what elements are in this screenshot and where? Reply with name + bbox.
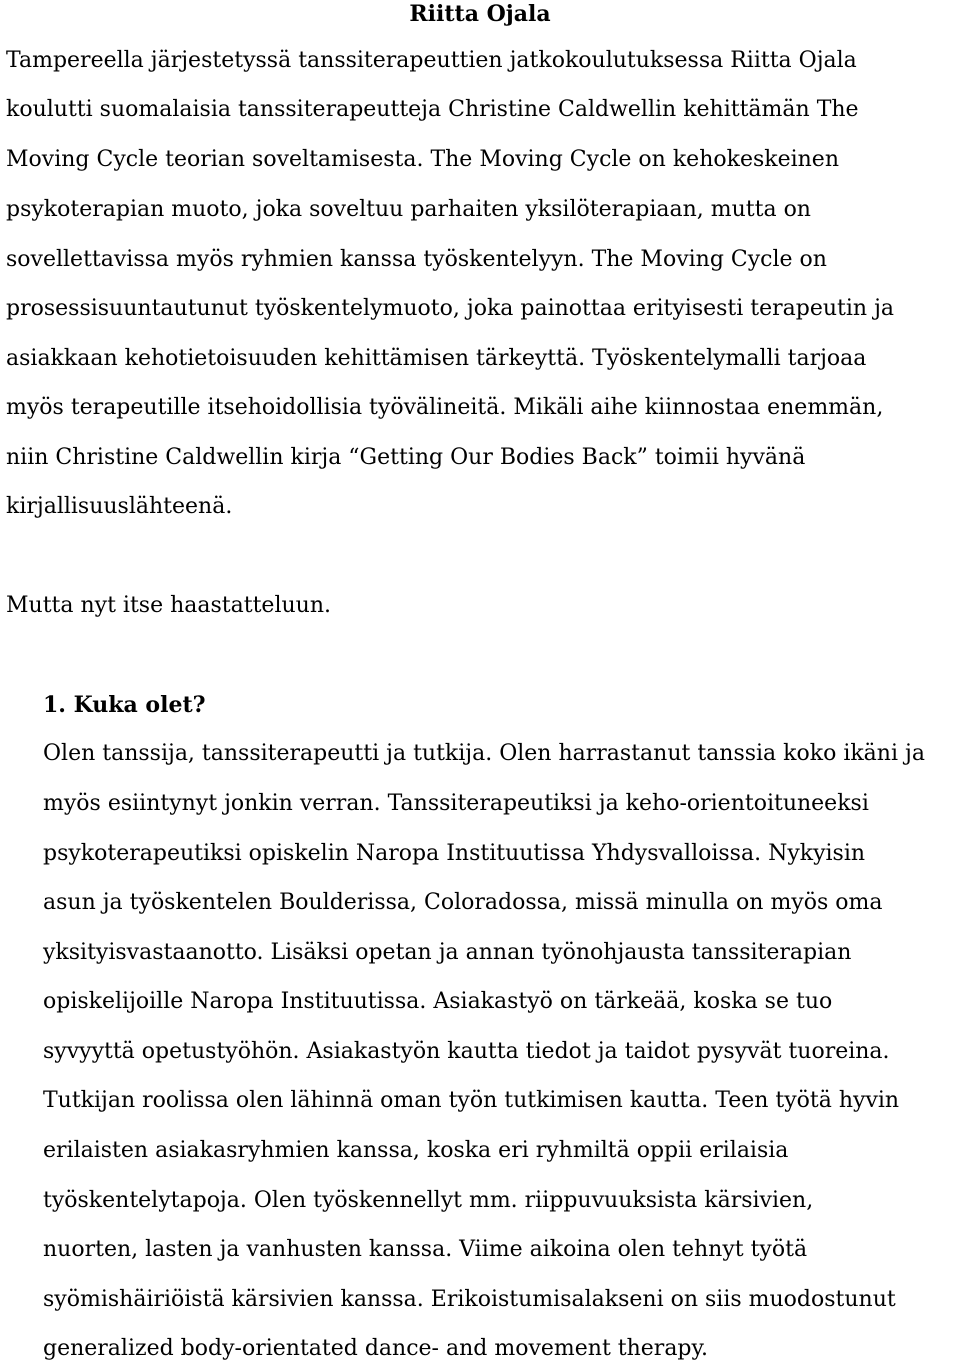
answer-line: generalized body-orientated dance- and movement therapy.	[43, 1336, 709, 1361]
answer-line: Tutkijan roolissa olen lähinnä oman työn tutkimisen kautta. Teen työtä hyvin	[43, 1088, 900, 1113]
answer-line: asun ja työskentelen Boulderissa, Coloradossa, missä minulla on myös oma	[43, 890, 883, 915]
intro-line: asiakkaan kehotietoisuuden kehittämisen tärkeyttä. Työskentelymalli tarjoaa	[6, 346, 867, 371]
intro-line: Moving Cycle teorian soveltamisesta. The Moving Cycle on kehokeskeinen	[6, 147, 839, 172]
intro-line: myös terapeutille itsehoidollisia työvälineitä. Mikäli aihe kiinnostaa enemmän,	[6, 395, 884, 420]
answer-line: myös esiintynyt jonkin verran. Tanssiterapeutiksi ja keho-orientoituneeksi	[43, 791, 869, 816]
answer-line: nuorten, lasten ja vanhusten kanssa. Viime aikoina olen tehnyt työtä	[43, 1237, 808, 1262]
answer-line: opiskelijoille Naropa Instituutissa. Asiakastyö on tärkeää, koska se tuo	[43, 989, 833, 1014]
answer-line: yksityisvastaanotto. Lisäksi opetan ja annan työnohjausta tanssiterapian	[43, 940, 852, 965]
document-title: Riitta Ojala	[409, 1, 551, 27]
transition-text: Mutta nyt itse haastatteluun.	[6, 593, 331, 618]
answer-line: erilaisten asiakasryhmien kanssa, koska eri ryhmiltä oppii erilaisia	[43, 1138, 789, 1163]
intro-line: koulutti suomalaisia tanssiterapeutteja Christine Caldwellin kehittämän The	[6, 97, 859, 122]
intro-line: kirjallisuuslähteenä.	[6, 494, 233, 519]
intro-line: sovellettavissa myös ryhmien kanssa työskentelyyn. The Moving Cycle on	[6, 247, 827, 272]
answer-line: työskentelytapoja. Olen työskennellyt mm. riippuvuuksista kärsivien,	[43, 1188, 814, 1213]
answer-line: Olen tanssija, tanssiterapeutti ja tutkija. Olen harrastanut tanssia koko ikäni ja	[43, 741, 925, 766]
intro-line: psykoterapian muoto, joka soveltuu parhaiten yksilöterapiaan, mutta on	[6, 197, 811, 222]
intro-line: prosessisuuntautunut työskentelymuoto, joka painottaa erityisesti terapeutin ja	[6, 296, 895, 321]
question-heading: 1. Kuka olet?	[43, 692, 206, 718]
answer-line: syömishäiriöistä kärsivien kanssa. Erikoistumisalakseni on siis muodostunut	[43, 1287, 896, 1312]
intro-line: niin Christine Caldwellin kirja “Getting Our Bodies Back” toimii hyvänä	[6, 445, 806, 470]
answer-line: syvyyttä opetustyöhön. Asiakastyön kautta tiedot ja taidot pysyvät tuoreina.	[43, 1039, 890, 1064]
answer-line: psykoterapeutiksi opiskelin Naropa Instituutissa Yhdysvalloissa. Nykyisin	[43, 841, 866, 866]
intro-line: Tampereella järjestetyssä tanssiterapeuttien jatkokoulutuksessa Riitta Ojala	[6, 48, 857, 73]
